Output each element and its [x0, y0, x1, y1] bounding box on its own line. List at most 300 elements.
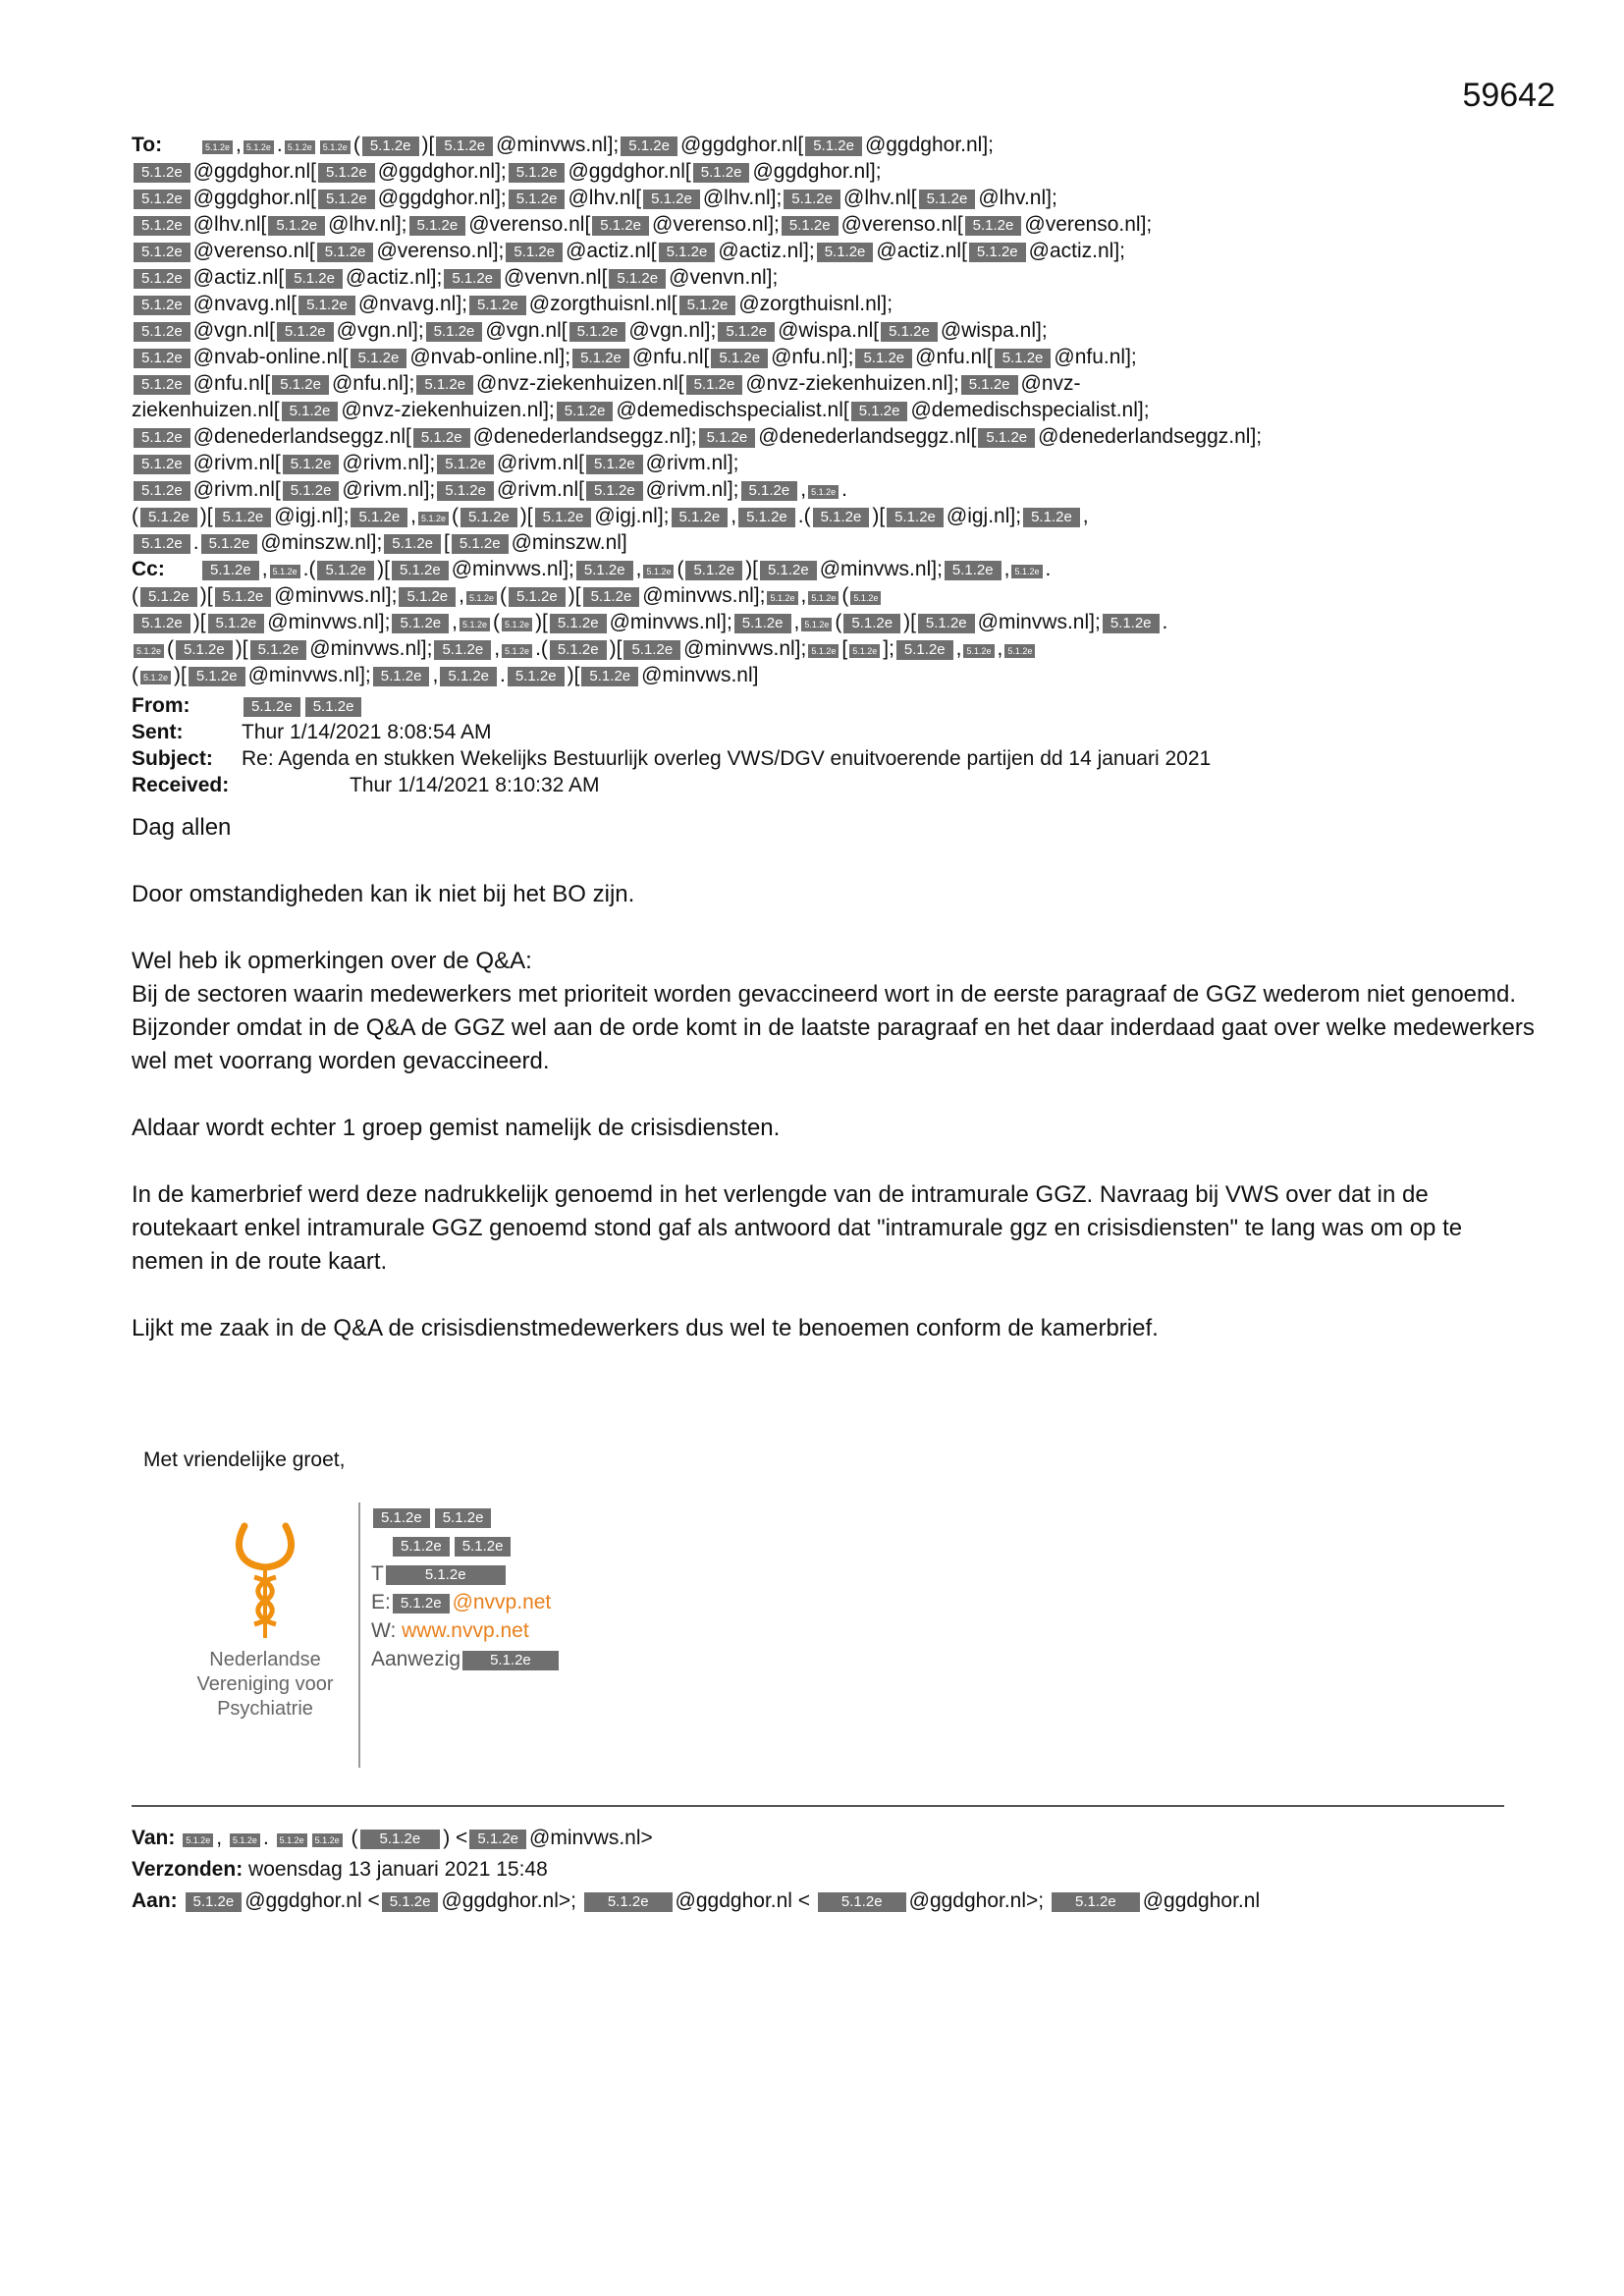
- recipient-text: @nvab-online.nl];: [409, 346, 571, 368]
- redaction-box: 5.1.2e: [557, 402, 614, 421]
- recipient-text: @actiz.nl[: [192, 266, 285, 289]
- redaction-box: 5.1.2e: [643, 565, 674, 578]
- recipient-text: @actiz.nl[: [566, 240, 657, 262]
- redaction-box: 5.1.2e: [887, 508, 944, 527]
- received-row: [132, 772, 1506, 798]
- redaction-box: 5.1.2e: [609, 269, 666, 289]
- message-body: [132, 811, 1536, 1379]
- redaction-box: 5.1.2e: [995, 349, 1052, 368]
- phone-label: T: [371, 1562, 384, 1585]
- redaction-box: 5.1.2e: [189, 667, 245, 686]
- redaction-box: 5.1.2e: [399, 587, 456, 607]
- verzonden-label: Verzonden:: [132, 1858, 244, 1881]
- recipient-text: @ggdghor.nl[: [192, 160, 316, 183]
- aan-address: @ggdghor.nl <: [675, 1889, 811, 1912]
- redaction-box: 5.1.2e: [699, 428, 756, 448]
- redaction-box: 5.1.2e: [896, 640, 953, 660]
- redaction-box: 5.1.2e: [413, 428, 470, 448]
- redaction-box: 5.1.2e: [592, 216, 649, 236]
- greeting: Dag allen: [132, 814, 232, 841]
- redaction-box: 5.1.2e: [945, 561, 1001, 580]
- redaction-box: 5.1.2e: [134, 296, 190, 315]
- redaction-box: 5.1.2e: [741, 481, 798, 501]
- sent-row: [132, 719, 1506, 745]
- van-email: @minvws.nl>: [529, 1827, 653, 1849]
- recipient-text: )[: [235, 637, 248, 660]
- signature-details: [371, 1503, 562, 1673]
- website-link[interactable]: www.nvvp.net: [402, 1619, 529, 1642]
- redaction-box: 5.1.2e: [202, 140, 233, 154]
- recipient-text: @minvws.nl];: [683, 637, 807, 660]
- recipient-text: (: [308, 558, 316, 580]
- recipient-text: @nvz-ziekenhuizen.nl[: [476, 372, 684, 395]
- redaction-box: 5.1.2e: [679, 296, 736, 315]
- redaction-box: 5.1.2e: [362, 137, 419, 156]
- subject-label: Subject:: [132, 747, 213, 770]
- recipient-text: @ggdghor.nl];: [752, 160, 882, 183]
- redaction-box: 5.1.2e: [134, 375, 190, 395]
- redaction-box: 5.1.2e: [643, 190, 700, 209]
- recipient-text: )[: [535, 611, 548, 633]
- recipient-text: @denederlandseggz.nl[: [192, 425, 411, 448]
- redaction-box: 5.1.2e: [215, 508, 272, 527]
- recipient-text: @verenso.nl[: [840, 213, 963, 236]
- redaction-box: 5.1.2e: [460, 618, 490, 631]
- recipient-text: @nvz-ziekenhuizen.nl];: [341, 399, 555, 421]
- web-label: W:: [371, 1619, 397, 1642]
- quoted-header: [132, 1823, 1260, 1917]
- recipient-text: )[: [199, 584, 213, 607]
- recipient-text: ,: [459, 584, 464, 607]
- redaction-box: 5.1.2e: [140, 671, 171, 684]
- from-row: [132, 692, 1506, 719]
- recipient-text: @denederlandseggz.nl[: [758, 425, 977, 448]
- recipient-text: @ggdghor.nl];: [377, 160, 507, 183]
- redaction-box: 5.1.2e: [801, 618, 832, 631]
- redaction-box: 5.1.2e: [672, 508, 729, 527]
- redaction-box: 5.1.2e: [782, 216, 839, 236]
- redaction-box: 5.1.2e: [659, 243, 716, 262]
- redaction-box: 5.1.2e: [286, 269, 343, 289]
- recipient-text: (: [677, 558, 684, 580]
- sent-value: Thur 1/14/2021 8:08:54 AM: [242, 721, 492, 743]
- redaction-box: 5.1.2e: [718, 322, 775, 342]
- verzonden-row: [132, 1854, 1260, 1886]
- recipient-text: @nvz-ziekenhuizen.nl];: [745, 372, 959, 395]
- recipient-text: @minszw.nl];: [260, 531, 383, 554]
- redaction-box: 5.1.2e: [202, 561, 259, 580]
- redaction-box: 5.1.2e: [460, 508, 517, 527]
- redaction-box: 5.1.2e: [685, 561, 742, 580]
- recipient-text: )[: [192, 611, 206, 633]
- recipient-text: @minszw.nl]: [511, 531, 627, 554]
- to-label: To:: [132, 134, 163, 156]
- recipient-text: ,: [432, 664, 439, 686]
- redaction-box: 5.1.2e: [711, 349, 768, 368]
- redaction-box: 5.1.2e: [317, 561, 374, 580]
- redaction-box: 5.1.2e: [621, 137, 677, 156]
- redaction-box: 5.1.2e: [963, 644, 994, 658]
- redaction-box: 5.1.2e: [312, 1833, 343, 1847]
- redaction-box: 5.1.2e: [320, 140, 351, 154]
- verzonden-value: woensdag 13 januari 2021 15:48: [248, 1858, 548, 1881]
- aan-address: @ggdghor.nl>;: [908, 1889, 1045, 1912]
- recipient-text: .: [841, 478, 847, 501]
- redaction-box: 5.1.2e: [502, 618, 532, 631]
- redaction-box: 5.1.2e: [693, 163, 750, 183]
- recipient-text: @verenso.nl];: [652, 213, 780, 236]
- redaction-box: 5.1.2e: [965, 216, 1022, 236]
- redaction-box: 5.1.2e: [416, 375, 473, 395]
- redaction-box: 5.1.2e: [134, 614, 190, 633]
- redaction-box: 5.1.2e: [760, 561, 817, 580]
- redaction-box: 5.1.2e: [435, 1508, 492, 1528]
- recipient-text: @venvn.nl[: [504, 266, 608, 289]
- redaction-box: 5.1.2e: [392, 561, 449, 580]
- redaction-box: 5.1.2e: [440, 667, 497, 686]
- redaction-box: 5.1.2e: [298, 296, 355, 315]
- recipient-text: @verenso.nl];: [1024, 213, 1153, 236]
- recipient-text: @vgn.nl[: [192, 319, 275, 342]
- redaction-box: 5.1.2e: [581, 667, 638, 686]
- recipient-text: @minvws.nl];: [496, 134, 620, 156]
- redaction-box: 5.1.2e: [386, 1565, 506, 1585]
- redaction-box: 5.1.2e: [1103, 614, 1160, 633]
- recipient-text: (: [500, 584, 508, 607]
- recipient-text: ,: [261, 558, 268, 580]
- redaction-box: 5.1.2e: [1011, 565, 1042, 578]
- redaction-box: 5.1.2e: [509, 163, 566, 183]
- redaction-box: 5.1.2e: [373, 667, 430, 686]
- redaction-box: 5.1.2e: [502, 644, 532, 658]
- paragraph: Door omstandigheden kan ik niet bij het BO zijn.: [132, 881, 635, 907]
- separator-line: [132, 1805, 1504, 1807]
- recipient-text: @minvws.nl];: [609, 611, 732, 633]
- redaction-box: 5.1.2e: [506, 243, 563, 262]
- redaction-box: 5.1.2e: [134, 534, 190, 554]
- recipient-text: @denederlandseggz.nl];: [1038, 425, 1263, 448]
- recipient-text: (: [452, 505, 460, 527]
- recipient-text: @actiz.nl[: [876, 240, 967, 262]
- closing: Met vriendelijke groet,: [143, 1449, 346, 1471]
- recipient-text: .: [535, 637, 541, 660]
- recipient-text: [: [841, 637, 848, 660]
- received-value: Thur 1/14/2021 8:10:32 AM: [350, 774, 600, 796]
- recipient-text: )[: [609, 637, 623, 660]
- recipient-text: @actiz.nl];: [1028, 240, 1125, 262]
- redaction-box: 5.1.2e: [623, 640, 680, 660]
- redaction-box: 5.1.2e: [208, 614, 265, 633]
- signature-divider: [358, 1503, 360, 1768]
- redaction-box: 5.1.2e: [351, 349, 407, 368]
- redaction-box: 5.1.2e: [805, 137, 862, 156]
- redaction-box: 5.1.2e: [508, 667, 565, 686]
- redaction-box: 5.1.2e: [186, 1892, 243, 1912]
- redaction-box: 5.1.2e: [230, 1833, 260, 1847]
- recipient-text: (: [132, 664, 138, 686]
- redaction-box: 5.1.2e: [134, 481, 190, 501]
- recipient-text: (: [835, 611, 842, 633]
- redaction-box: 5.1.2e: [572, 349, 629, 368]
- recipient-text: [: [444, 531, 450, 554]
- meta-block: [132, 692, 1506, 798]
- recipient-text: @rivm.nl[: [192, 478, 281, 501]
- redaction-box: 5.1.2e: [384, 534, 441, 554]
- redaction-box: 5.1.2e: [576, 561, 633, 580]
- recipient-text: @minvws.nl];: [451, 558, 574, 580]
- email-label: E:: [371, 1591, 391, 1613]
- redaction-box: 5.1.2e: [851, 402, 908, 421]
- recipient-text: @vgn.nl];: [336, 319, 424, 342]
- redaction-box: 5.1.2e: [535, 508, 592, 527]
- recipient-text: )[: [174, 664, 187, 686]
- redaction-box: 5.1.2e: [918, 614, 975, 633]
- redaction-box: 5.1.2e: [373, 1508, 430, 1528]
- recipient-text: @ggdghor.nl[: [192, 187, 316, 209]
- redaction-box: 5.1.2e: [818, 1892, 906, 1912]
- redaction-box: 5.1.2e: [469, 296, 526, 315]
- caduceus-icon: [231, 1522, 299, 1640]
- redaction-box: 5.1.2e: [176, 640, 233, 660]
- recipient-text: (: [132, 584, 138, 607]
- redaction-box: 5.1.2e: [134, 428, 190, 448]
- recipient-text: @actiz.nl];: [718, 240, 815, 262]
- recipient-text: @zorgthuisnl.nl];: [738, 293, 893, 315]
- van-row: Van: 5.1.2e , 5.1.2e . 5.1.2e 5.1.2e ( 5.1.2e ) < 5.1.2e @minvws.nl>: [132, 1827, 653, 1849]
- redaction-box: 5.1.2e: [134, 269, 190, 289]
- redaction-box: 5.1.2e: [277, 1833, 307, 1847]
- redaction-box: 5.1.2e: [318, 190, 375, 209]
- redaction-box: 5.1.2e: [550, 614, 607, 633]
- redaction-box: 5.1.2e: [409, 216, 466, 236]
- recipient-text: )[: [377, 558, 390, 580]
- redaction-box: 5.1.2e: [509, 587, 566, 607]
- redaction-box: 5.1.2e: [808, 644, 839, 658]
- redaction-box: 5.1.2e: [767, 591, 797, 605]
- redaction-box: 5.1.2e: [134, 163, 190, 183]
- recipient-text: @lhv.nl[: [568, 187, 642, 209]
- email-header: [132, 132, 1506, 798]
- recipient-text: @minvws.nl]: [641, 664, 759, 686]
- recipient-text: @nfu.nl[: [915, 346, 993, 368]
- recipient-text: )[: [903, 611, 916, 633]
- redaction-box: 5.1.2e: [134, 216, 190, 236]
- paragraph: In de kamerbrief werd deze nadrukkelijk genoemd in het verlengde van de intramurale GGZ. Navraag bij VWS over dat in de routekaart enkel intramurale GGZ genoemd stond gaf als antwoord dat "intramurale ggz en crisisdiensten" te lang was om op te nemen in de route kaart.: [132, 1181, 1463, 1275]
- redaction-box: 5.1.2e: [317, 243, 374, 262]
- redaction-box: 5.1.2e: [455, 1537, 512, 1557]
- redaction-box: 5.1.2e: [134, 243, 190, 262]
- redaction-box: 5.1.2e: [277, 322, 334, 342]
- recipient-text: @lhv.nl];: [702, 187, 783, 209]
- recipient-text: (: [841, 584, 849, 607]
- recipient-text: .: [1162, 611, 1168, 633]
- recipient-text: ,: [955, 637, 962, 660]
- recipient-text: @minvws.nl];: [267, 611, 391, 633]
- redaction-box: 5.1.2e: [283, 481, 340, 501]
- redaction-box: 5.1.2e: [393, 1594, 450, 1613]
- redaction-box: 5.1.2e: [268, 216, 325, 236]
- recipient-text: .: [302, 558, 309, 580]
- redaction-box: 5.1.2e: [550, 640, 607, 660]
- to-block: [132, 132, 1506, 556]
- recipient-text: ,: [793, 611, 800, 633]
- recipient-text: ,: [635, 558, 642, 580]
- recipient-text: ,: [236, 134, 242, 156]
- redaction-box: 5.1.2e: [855, 349, 912, 368]
- recipient-text: .: [192, 531, 199, 554]
- recipient-text: (: [352, 134, 360, 156]
- redaction-box: 5.1.2e: [436, 137, 493, 156]
- redaction-box: 5.1.2e: [393, 1537, 450, 1557]
- redaction-box: 5.1.2e: [426, 322, 483, 342]
- recipient-text: @lhv.nl[: [192, 213, 267, 236]
- subject-row: [132, 745, 1506, 772]
- redaction-box: 5.1.2e: [305, 697, 362, 717]
- nvvp-logo: [167, 1503, 363, 1768]
- recipient-text: @minvws.nl];: [977, 611, 1101, 633]
- recipient-text: )[: [745, 558, 759, 580]
- redaction-box: 5.1.2e: [843, 614, 900, 633]
- recipient-text: @rivm.nl[: [496, 452, 584, 474]
- redaction-box: 5.1.2e: [452, 534, 509, 554]
- redaction-box: 5.1.2e: [382, 1892, 439, 1912]
- redaction-box: 5.1.2e: [272, 375, 329, 395]
- recipient-text: @wispa.nl[: [778, 319, 880, 342]
- email-domain[interactable]: @nvvp.net: [452, 1591, 552, 1613]
- redaction-box: 5.1.2e: [586, 455, 643, 474]
- redaction-box: 5.1.2e: [969, 243, 1026, 262]
- recipient-text: (: [803, 505, 811, 527]
- recipient-text: @nfu.nl];: [771, 346, 854, 368]
- redaction-box: 5.1.2e: [134, 190, 190, 209]
- redaction-box: 5.1.2e: [813, 508, 870, 527]
- recipient-text: @verenso.nl[: [468, 213, 591, 236]
- redaction-box: 5.1.2e: [509, 190, 566, 209]
- redaction-box: 5.1.2e: [392, 614, 449, 633]
- aan-address: @ggdghor.nl: [1142, 1889, 1261, 1912]
- redaction-box: 5.1.2e: [586, 481, 643, 501]
- recipient-text: @verenso.nl[: [192, 240, 315, 262]
- redaction-box: 5.1.2e: [183, 1833, 213, 1847]
- redaction-box: 5.1.2e: [270, 565, 300, 578]
- redaction-box: 5.1.2e: [282, 402, 339, 421]
- redaction-box: 5.1.2e: [849, 644, 880, 658]
- recipient-text: @nfu.nl[: [631, 346, 710, 368]
- redaction-box: 5.1.2e: [583, 587, 640, 607]
- redaction-box: 5.1.2e: [738, 508, 795, 527]
- redaction-box: 5.1.2e: [734, 614, 791, 633]
- recipient-text: )[: [568, 584, 581, 607]
- recipient-text: @nvavg.nl[: [192, 293, 298, 315]
- paragraph: Lijkt me zaak in de Q&A de crisisdienstmedewerkers dus wel te benoemen conform de kamerbrief.: [132, 1315, 1159, 1341]
- recipient-text: (: [493, 611, 501, 633]
- recipient-text: ];: [883, 637, 894, 660]
- recipient-text: @demedischspecialist.nl[: [616, 399, 849, 421]
- recipient-text: .: [276, 134, 283, 156]
- recipient-text: @nfu.nl[: [192, 372, 271, 395]
- sent-label: Sent:: [132, 721, 184, 743]
- recipient-text: @verenso.nl];: [376, 240, 505, 262]
- recipient-text: @nfu.nl];: [1054, 346, 1137, 368]
- recipient-text: )[: [199, 505, 213, 527]
- recipient-text: ,: [997, 637, 1003, 660]
- recipient-text: (: [167, 637, 175, 660]
- recipient-text: @igj.nl];: [594, 505, 670, 527]
- recipient-text: ,: [494, 637, 501, 660]
- recipient-text: @minvws.nl];: [819, 558, 943, 580]
- recipient-text: @demedischspecialist.nl];: [910, 399, 1150, 421]
- recipient-text: ziekenhuizen.nl[: [132, 399, 280, 421]
- recipient-text: @lhv.nl];: [978, 187, 1057, 209]
- document-number: 59642: [1462, 77, 1555, 114]
- recipient-text: ,: [800, 584, 807, 607]
- recipient-text: @denederlandseggz.nl];: [472, 425, 697, 448]
- recipient-text: @minvws.nl];: [247, 664, 371, 686]
- redaction-box: 5.1.2e: [881, 322, 938, 342]
- recipient-text: )[: [519, 505, 533, 527]
- cc-label: Cc:: [132, 558, 165, 580]
- recipient-text: @minvws.nl];: [309, 637, 433, 660]
- redaction-box: 5.1.2e: [808, 485, 839, 499]
- redaction-box: 5.1.2e: [784, 190, 840, 209]
- recipient-text: ,: [452, 611, 458, 633]
- recipient-text: )[: [872, 505, 886, 527]
- redaction-box: 5.1.2e: [134, 455, 190, 474]
- recipient-text: @nvz-: [1020, 372, 1081, 395]
- redaction-box: 5.1.2e: [462, 1651, 559, 1670]
- redaction-box: 5.1.2e: [201, 534, 258, 554]
- redaction-box: 5.1.2e: [250, 640, 307, 660]
- redaction-box: 5.1.2e: [418, 512, 449, 525]
- redaction-box: 5.1.2e: [434, 640, 491, 660]
- aan-row: [132, 1886, 1260, 1917]
- recipient-text: @rivm.nl[: [192, 452, 281, 474]
- redaction-box: 5.1.2e: [134, 644, 164, 658]
- cc-block: [132, 556, 1506, 688]
- redaction-box: 5.1.2e: [134, 349, 190, 368]
- redaction-box: 5.1.2e: [360, 1830, 441, 1849]
- recipient-text: @ggdghor.nl];: [864, 134, 995, 156]
- recipient-text: @ggdghor.nl];: [377, 187, 507, 209]
- aan-address: @ggdghor.nl>;: [441, 1889, 576, 1912]
- paragraph: Aldaar wordt echter 1 groep gemist namelijk de crisisdiensten.: [132, 1115, 781, 1141]
- aanwezig-label: Aanwezig: [371, 1648, 461, 1670]
- redaction-box: 5.1.2e: [686, 375, 743, 395]
- van-label: Van:: [132, 1827, 176, 1849]
- redaction-box: 5.1.2e: [215, 587, 272, 607]
- recipient-text: @igj.nl];: [946, 505, 1022, 527]
- redaction-box: 5.1.2e: [919, 190, 976, 209]
- recipient-text: @rivm.nl[: [496, 478, 584, 501]
- recipient-text: @nvavg.nl];: [357, 293, 468, 315]
- recipient-text: @lhv.nl[: [843, 187, 917, 209]
- redaction-box: 5.1.2e: [318, 163, 375, 183]
- redaction-box: 5.1.2e: [285, 140, 315, 154]
- redaction-box: 5.1.2e: [140, 508, 197, 527]
- recipient-text: .: [500, 664, 506, 686]
- redaction-box: 5.1.2e: [961, 375, 1018, 395]
- from-label: From:: [132, 694, 190, 717]
- aan-address: @ggdghor.nl <: [244, 1889, 380, 1912]
- redaction-box: 5.1.2e: [1052, 1892, 1140, 1912]
- redaction-box: 5.1.2e: [444, 269, 501, 289]
- redaction-box: 5.1.2e: [244, 140, 274, 154]
- recipient-text: @vgn.nl[: [485, 319, 568, 342]
- recipient-text: )[: [421, 134, 435, 156]
- recipient-text: @actiz.nl];: [345, 266, 443, 289]
- redaction-box: 5.1.2e: [1023, 508, 1080, 527]
- redaction-box: 5.1.2e: [437, 455, 494, 474]
